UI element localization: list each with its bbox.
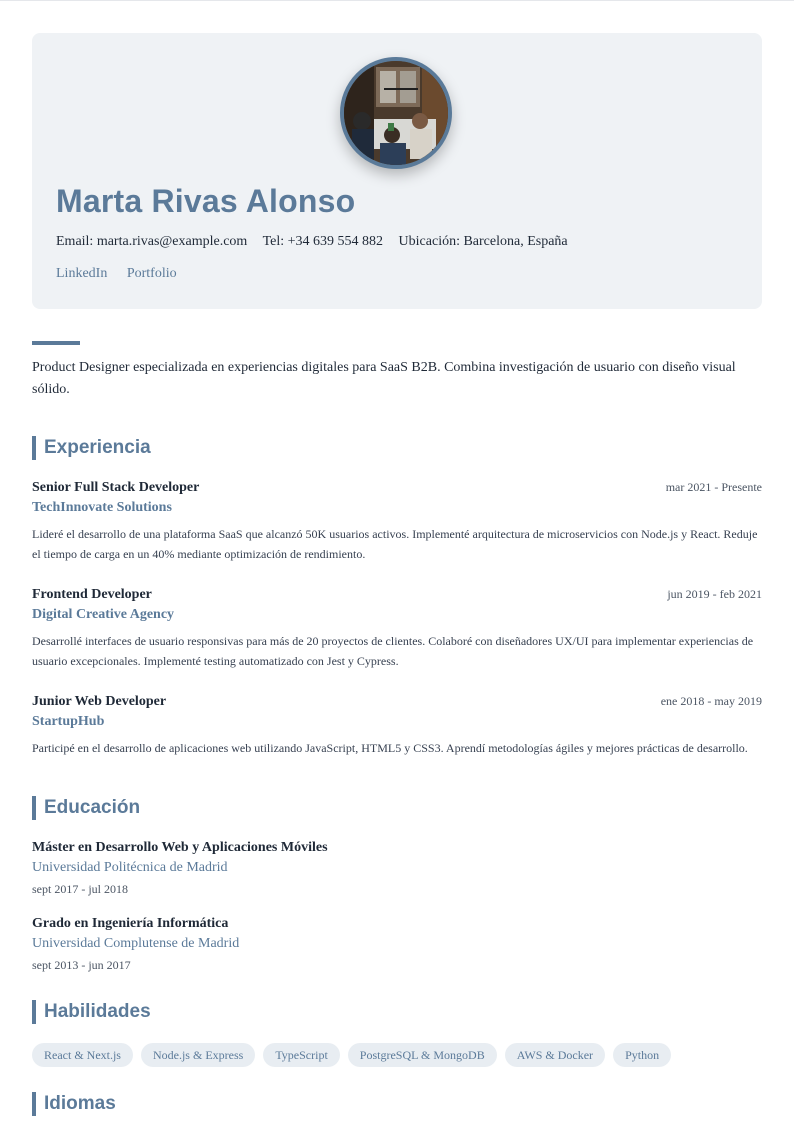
portfolio-link[interactable]: Portfolio bbox=[126, 266, 177, 281]
job-company: Digital Creative Agency bbox=[32, 607, 175, 622]
education-degree: Grado en Ingeniería Informática bbox=[32, 916, 229, 931]
experience-item bbox=[32, 587, 762, 671]
experience-item bbox=[32, 480, 762, 564]
job-title: Senior Full Stack Developer bbox=[32, 480, 200, 495]
skill-chip: Node.js & Express bbox=[141, 1043, 255, 1067]
education-item bbox=[32, 840, 762, 897]
profile-header bbox=[32, 33, 762, 309]
education-item bbox=[32, 916, 762, 973]
section-title-experience: Experiencia bbox=[32, 436, 151, 460]
experience-item bbox=[32, 694, 762, 758]
phone-text: Tel: +34 639 554 882 bbox=[262, 234, 384, 249]
education-period: sept 2013 - jun 2017 bbox=[32, 958, 131, 972]
job-description: Desarrollé interfaces de usuario responsivas para más de 20 proyectos de clientes. Colaboré con diseñadores UX/UI para implementar experiencias de usuario excepcionales. Implementé testing automatizado con Jest y Cypress. bbox=[32, 634, 754, 668]
skill-chip: TypeScript bbox=[263, 1043, 339, 1067]
location-text: Ubicación: Barcelona, España bbox=[398, 234, 568, 249]
job-dates: mar 2021 - Presente bbox=[665, 480, 762, 494]
education-school: Universidad Politécnica de Madrid bbox=[32, 860, 228, 875]
job-dates: ene 2018 - may 2019 bbox=[660, 694, 762, 708]
job-company: TechInnovate Solutions bbox=[32, 500, 172, 515]
photo-image bbox=[344, 61, 448, 165]
email-text: Email: marta.rivas@example.com bbox=[56, 234, 248, 249]
job-title: Junior Web Developer bbox=[32, 694, 167, 709]
job-title: Frontend Developer bbox=[32, 587, 152, 602]
section-title-education: Educación bbox=[32, 796, 140, 820]
skill-chip: React & Next.js bbox=[32, 1043, 133, 1067]
profile-links bbox=[56, 266, 193, 282]
resume-page bbox=[32, 33, 762, 1114]
linkedin-link[interactable]: LinkedIn bbox=[56, 266, 108, 281]
job-description: Participé en el desarrollo de aplicaciones web utilizando JavaScript, HTML5 y CSS3. Aprendí metodologías ágiles y mejores prácticas de desarrollo. bbox=[32, 741, 748, 755]
job-dates: jun 2019 - feb 2021 bbox=[667, 587, 762, 601]
section-title-languages: Idiomas bbox=[32, 1092, 116, 1116]
section-title-skills: Habilidades bbox=[32, 1000, 151, 1024]
education-period: sept 2017 - jul 2018 bbox=[32, 882, 128, 896]
skills-list bbox=[32, 1043, 671, 1067]
education-degree: Máster en Desarrollo Web y Aplicaciones Móviles bbox=[32, 840, 328, 855]
contact-info bbox=[56, 234, 580, 250]
summary-divider bbox=[32, 341, 80, 345]
job-company: StartupHub bbox=[32, 714, 105, 729]
profile-photo bbox=[340, 57, 452, 169]
profile-summary: Product Designer especializada en experiencias digitales para SaaS B2B. Combina investigación de usuario con diseño visual sólido. bbox=[32, 360, 736, 397]
skill-chip: PostgreSQL & MongoDB bbox=[348, 1043, 497, 1067]
candidate-name: Marta Rivas Alonso bbox=[56, 183, 356, 219]
education-school: Universidad Complutense de Madrid bbox=[32, 936, 240, 951]
skill-chip: Python bbox=[613, 1043, 671, 1067]
skill-chip: AWS & Docker bbox=[505, 1043, 605, 1067]
job-description: Lideré el desarrollo de una plataforma SaaS que alcanzó 50K usuarios activos. Implementé arquitectura de microservicios con Node.js y React. Reduje el tiempo de carga en un 40% mediante optimización de rendimiento. bbox=[32, 527, 758, 561]
